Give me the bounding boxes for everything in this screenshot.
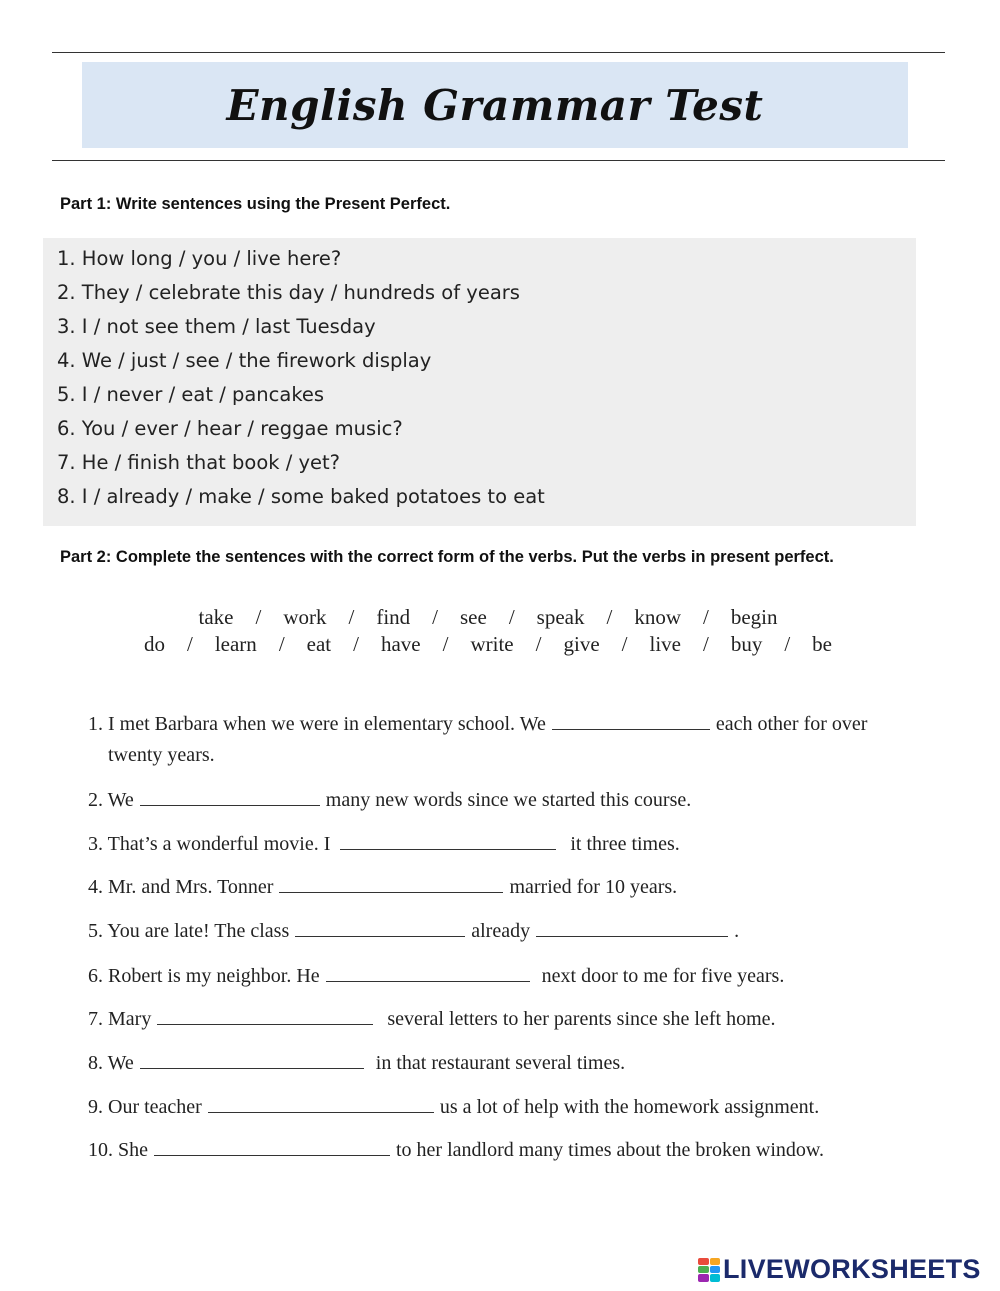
sentence-text: married for 10 years. bbox=[509, 876, 678, 898]
list-item: 4. We / just / see / the firework display bbox=[57, 349, 432, 372]
sentence-text: 7. Mary bbox=[88, 1008, 152, 1030]
word-bank-item: eat bbox=[306, 632, 332, 656]
sentence-5 bbox=[88, 918, 739, 943]
word-bank-item: see bbox=[460, 605, 487, 629]
sentence-text: 4. Mr. and Mrs. Tonner bbox=[88, 876, 274, 898]
sentence-text: next door to me for five years. bbox=[541, 965, 785, 987]
word-separator: / bbox=[442, 632, 449, 656]
logo-tile bbox=[710, 1266, 721, 1273]
list-item: 6. You / ever / hear / reggae music? bbox=[57, 417, 403, 440]
word-bank-item: have bbox=[380, 632, 421, 656]
sentence-text: 2. We bbox=[88, 789, 134, 811]
list-item: 3. I / not see them / last Tuesday bbox=[57, 315, 376, 338]
word-separator: / bbox=[703, 605, 709, 629]
answer-blank[interactable] bbox=[154, 1137, 390, 1156]
sentence-3 bbox=[88, 831, 680, 856]
word-separator: / bbox=[255, 605, 262, 629]
word-bank-item: learn bbox=[214, 632, 257, 656]
list-item: 2. They / celebrate this day / hundreds of years bbox=[57, 281, 520, 304]
logo-tile bbox=[698, 1274, 709, 1281]
sentence-8 bbox=[88, 1050, 625, 1075]
part2-heading: Part 2: Complete the sentences with the correct form of the verbs. Put the verbs in present perfect. bbox=[60, 548, 834, 566]
top-divider bbox=[52, 52, 945, 53]
sentence-7 bbox=[88, 1006, 776, 1031]
answer-blank[interactable] bbox=[340, 831, 556, 850]
word-bank-item: give bbox=[563, 632, 600, 656]
bottom-divider bbox=[52, 160, 945, 161]
word-bank-item: begin bbox=[730, 605, 778, 629]
sentence-text: several letters to her parents since she left home. bbox=[387, 1008, 776, 1030]
answer-blank[interactable] bbox=[140, 1050, 364, 1069]
sentence-text: many new words since we started this course. bbox=[325, 789, 692, 811]
sentence-text: us a lot of help with the homework assignment. bbox=[439, 1096, 820, 1118]
answer-blank[interactable] bbox=[552, 711, 710, 730]
word-separator: / bbox=[784, 632, 791, 656]
answer-blank[interactable] bbox=[536, 918, 728, 937]
word-bank-item: speak bbox=[536, 605, 585, 629]
sentence-text: 8. We bbox=[88, 1052, 134, 1074]
word-separator: / bbox=[353, 632, 359, 656]
sentence-text: twenty years. bbox=[108, 744, 215, 766]
sentence-text: 5. You are late! The class bbox=[88, 920, 290, 942]
word-separator: / bbox=[535, 632, 542, 656]
word-bank-item: take bbox=[198, 605, 234, 629]
answer-blank[interactable] bbox=[140, 787, 320, 806]
sentence-text: it three times. bbox=[570, 833, 680, 855]
sentence-text: 6. Robert is my neighbor. He bbox=[88, 965, 320, 987]
logo-tile bbox=[710, 1274, 721, 1281]
sentence-text: 10. She bbox=[88, 1139, 148, 1161]
word-bank-row-2 bbox=[0, 632, 988, 657]
word-bank-item: know bbox=[634, 605, 682, 629]
word-separator: / bbox=[508, 605, 515, 629]
logo-text: LIVEWORKSHEETS bbox=[723, 1254, 981, 1284]
word-separator: / bbox=[278, 632, 285, 656]
answer-blank[interactable] bbox=[208, 1094, 434, 1113]
liveworksheets-logo bbox=[698, 1254, 981, 1285]
page-title: English Grammar Test bbox=[226, 80, 764, 130]
word-bank-item: live bbox=[649, 632, 681, 656]
word-separator: / bbox=[702, 632, 709, 656]
word-bank-item: write bbox=[470, 632, 514, 656]
word-bank-item: be bbox=[812, 632, 832, 656]
word-separator: / bbox=[432, 605, 438, 629]
sentence-text: already bbox=[471, 920, 531, 942]
part1-heading: Part 1: Write sentences using the Present Perfect. bbox=[60, 195, 451, 213]
sentence-1 bbox=[88, 711, 867, 736]
logo-tile bbox=[698, 1258, 709, 1265]
sentence-1-continued bbox=[88, 743, 215, 767]
word-bank-item: buy bbox=[730, 632, 763, 656]
list-item: 8. I / already / make / some baked potatoes to eat bbox=[57, 485, 545, 508]
answer-blank[interactable] bbox=[295, 918, 465, 937]
sentence-text: to her landlord many times about the broken window. bbox=[396, 1139, 825, 1161]
sentence-text: 3. That’s a wonderful movie. I bbox=[88, 833, 331, 855]
logo-tile bbox=[710, 1258, 721, 1265]
list-item: 7. He / finish that book / yet? bbox=[57, 451, 341, 474]
word-bank-item: do bbox=[143, 632, 165, 656]
answer-blank[interactable] bbox=[326, 963, 530, 982]
sentence-text: in that restaurant several times. bbox=[375, 1052, 626, 1074]
sentence-4 bbox=[88, 874, 677, 899]
answer-blank[interactable] bbox=[157, 1006, 373, 1025]
list-item: 1. How long / you / live here? bbox=[57, 247, 342, 270]
word-bank-item: find bbox=[376, 605, 411, 629]
part1-box bbox=[43, 238, 916, 526]
word-separator: / bbox=[606, 605, 613, 629]
sentence-text: 1. I met Barbara when we were in elementary school. We bbox=[88, 713, 546, 735]
sentence-6 bbox=[88, 963, 784, 988]
sentence-10 bbox=[88, 1137, 824, 1162]
logo-tile bbox=[698, 1266, 709, 1273]
word-separator: / bbox=[348, 605, 355, 629]
sentence-2 bbox=[88, 787, 691, 812]
list-item: 5. I / never / eat / pancakes bbox=[57, 383, 325, 406]
sentence-text: 9. Our teacher bbox=[88, 1096, 202, 1118]
sentence-9 bbox=[88, 1094, 819, 1119]
part1-list bbox=[57, 242, 545, 514]
word-bank-item: work bbox=[283, 605, 327, 629]
logo-mark-icon bbox=[698, 1258, 720, 1282]
answer-blank[interactable] bbox=[279, 874, 503, 893]
word-bank-row-1 bbox=[0, 605, 988, 630]
word-separator: / bbox=[186, 632, 193, 656]
sentence-text: . bbox=[734, 920, 740, 942]
word-separator: / bbox=[621, 632, 628, 656]
title-banner bbox=[82, 62, 908, 148]
sentence-text: each other for over bbox=[715, 713, 868, 735]
